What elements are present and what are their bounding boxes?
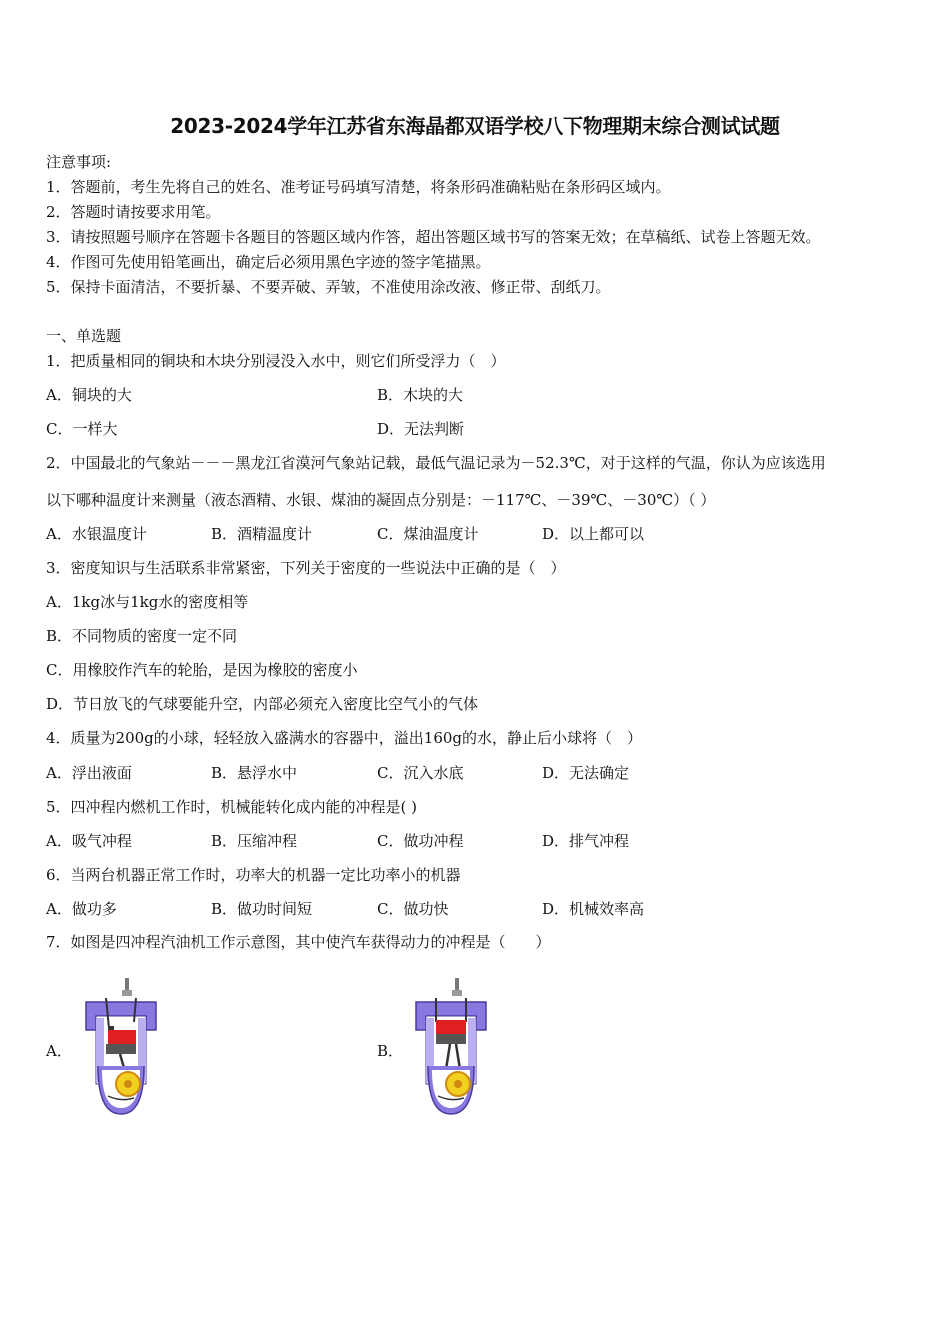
note-item: 3．请按照题号顺序在答题卡各题目的答题区域内作答，超出答题区域书写的答案无效；在草稿纸、试卷上答题无效。 — [46, 228, 821, 246]
q1-option-b: B．木块的大 — [377, 386, 464, 404]
q3-option-d: D．节日放飞的气球要能升空，内部必须充入密度比空气小的气体 — [46, 695, 479, 713]
piston — [436, 1034, 466, 1044]
q5-option-a: A．吸气冲程 — [46, 832, 132, 850]
question-1-stem: 1．把质量相同的铜块和木块分别浸没入水中，则它们所受浮力（ ） — [46, 352, 506, 370]
q2-option-d: D．以上都可以 — [542, 525, 645, 543]
q6-option-a: A．做功多 — [46, 900, 117, 918]
q4-option-c: C．沉入水底 — [377, 764, 464, 782]
question-2-stem-line2: 以下哪种温度计来测量（液态酒精、水银、煤油的凝固点分别是：－117℃、－39℃、－30℃）（ ） — [46, 491, 716, 509]
note-item: 5．保持卡面清洁，不要折暴、不要弄破、弄皱，不准使用涂改液、修正带、刮纸刀。 — [46, 278, 611, 296]
q5-option-b: B．压缩冲程 — [211, 832, 298, 850]
piston — [106, 1044, 136, 1054]
q4-option-d: D．无法确定 — [542, 764, 630, 782]
q4-option-b: B．悬浮水中 — [211, 764, 298, 782]
combustion-chamber — [436, 1020, 466, 1034]
question-2-stem-line1: 2．中国最北的气象站－－－黑龙江省漠河气象站记载，最低气温记录为－52.3℃，对于这样的气温，你认为应该选用 — [46, 454, 826, 472]
spark-plug-icon — [455, 978, 459, 992]
q3-option-c: C．用橡胶作汽车的轮胎，是因为橡胶的密度小 — [46, 661, 358, 679]
note-item: 1．答题前，考生先将自己的姓名、准考证号码填写清楚，将条形码准确粘贴在条形码区域内。 — [46, 178, 671, 196]
q2-option-c: C．煤油温度计 — [377, 525, 479, 543]
q5-option-c: C．做功冲程 — [377, 832, 464, 850]
engine-diagram-b — [412, 978, 490, 1118]
q1-option-d: D．无法判断 — [377, 420, 465, 438]
spark-plug-icon — [125, 978, 129, 992]
q1-option-a: A．铜块的大 — [46, 386, 132, 404]
question-7-stem: 7．如图是四冲程汽油机工作示意图，其中使汽车获得动力的冲程是（ ） — [46, 933, 551, 951]
q3-option-b: B．不同物质的密度一定不同 — [46, 627, 238, 645]
q1-option-c: C．一样大 — [46, 420, 118, 438]
question-3-stem: 3．密度知识与生活联系非常紧密，下列关于密度的一些说法中正确的是（ ） — [46, 559, 566, 577]
note-item: 2．答题时请按要求用笔。 — [46, 203, 221, 221]
q6-option-d: D．机械效率高 — [542, 900, 645, 918]
combustion-chamber — [108, 1030, 136, 1044]
notes-heading: 注意事项: — [46, 153, 112, 171]
q2-option-a: A．水银温度计 — [46, 525, 147, 543]
question-4-stem: 4．质量为200g的小球，轻轻放入盛满水的容器中，溢出160g的水，静止后小球将（ ） — [46, 729, 643, 747]
q6-option-b: B．做功时间短 — [211, 900, 313, 918]
note-item: 4．作图可先使用铅笔画出，确定后必须用黑色字迹的签字笔描黑。 — [46, 253, 491, 271]
q7-option-b: B． — [377, 1042, 404, 1060]
section-heading: 一、单选题 — [46, 327, 122, 345]
q5-option-d: D．排气冲程 — [542, 832, 630, 850]
q7-option-a: A． — [46, 1042, 72, 1060]
question-6-stem: 6．当两台机器正常工作时，功率大的机器一定比功率小的机器 — [46, 866, 461, 884]
q6-option-c: C．做功快 — [377, 900, 449, 918]
question-5-stem: 5．四冲程内燃机工作时，机械能转化成内能的冲程是( ) — [46, 798, 418, 816]
q3-option-a: A．1kg冰与1kg水的密度相等 — [46, 593, 249, 611]
q2-option-b: B．酒精温度计 — [211, 525, 313, 543]
q4-option-a: A．浮出液面 — [46, 764, 132, 782]
page-title: 2023-2024学年江苏省东海晶都双语学校八下物理期末综合测试试题 — [170, 114, 780, 138]
engine-diagram-a — [82, 978, 160, 1118]
